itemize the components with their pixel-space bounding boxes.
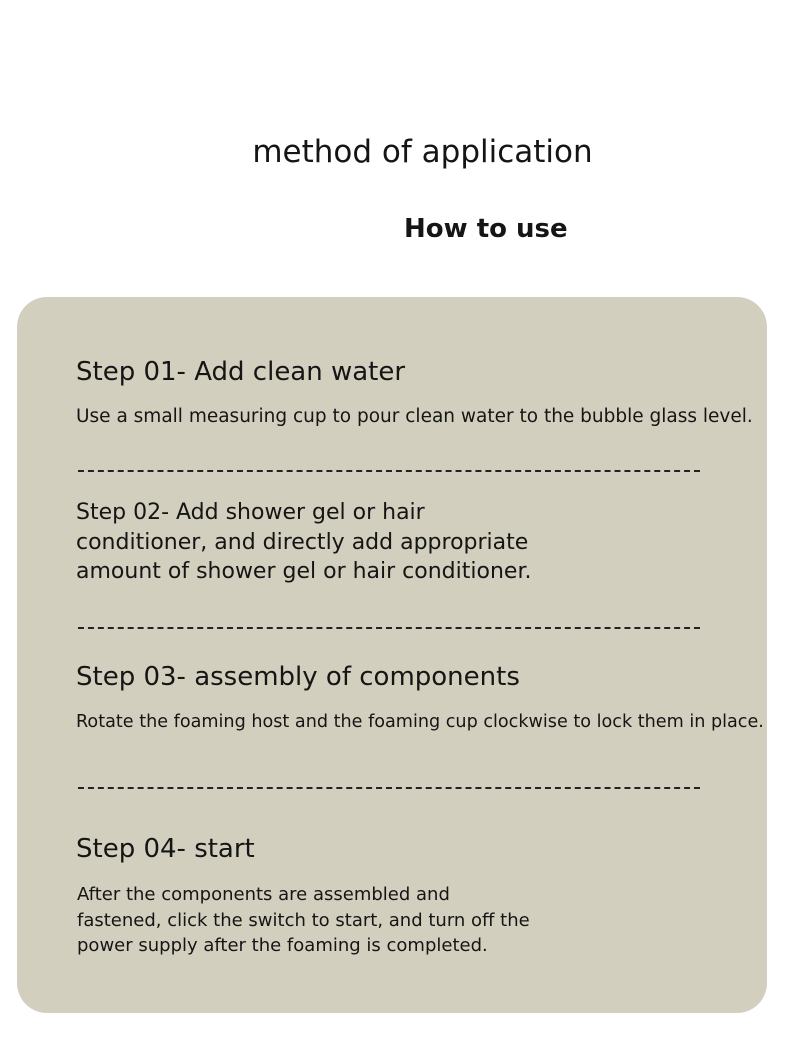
step-1-description: Use a small measuring cup to pour clean water to the bubble glass level. <box>76 406 753 427</box>
step-1-title: Step 01- Add clean water <box>76 357 406 387</box>
step-2-title: Step 02- Add shower gel or hair conditioner, and directly add appropriate amount of shower gel or hair conditioner. <box>76 500 532 584</box>
step-4-description: After the components are assembled and fastened, click the switch to start, and turn off the power supply after the foaming is completed. <box>77 884 530 956</box>
step-4-title: Step 04- start <box>76 834 255 864</box>
step-divider <box>78 787 700 789</box>
step-divider <box>78 470 700 472</box>
step-3-title: Step 03- assembly of components <box>76 662 520 692</box>
step-divider <box>78 627 700 629</box>
page-subtitle: How to use <box>404 214 568 244</box>
step-3-description: Rotate the foaming host and the foaming cup clockwise to lock them in place. <box>76 712 764 732</box>
page-title: method of application <box>252 134 593 170</box>
